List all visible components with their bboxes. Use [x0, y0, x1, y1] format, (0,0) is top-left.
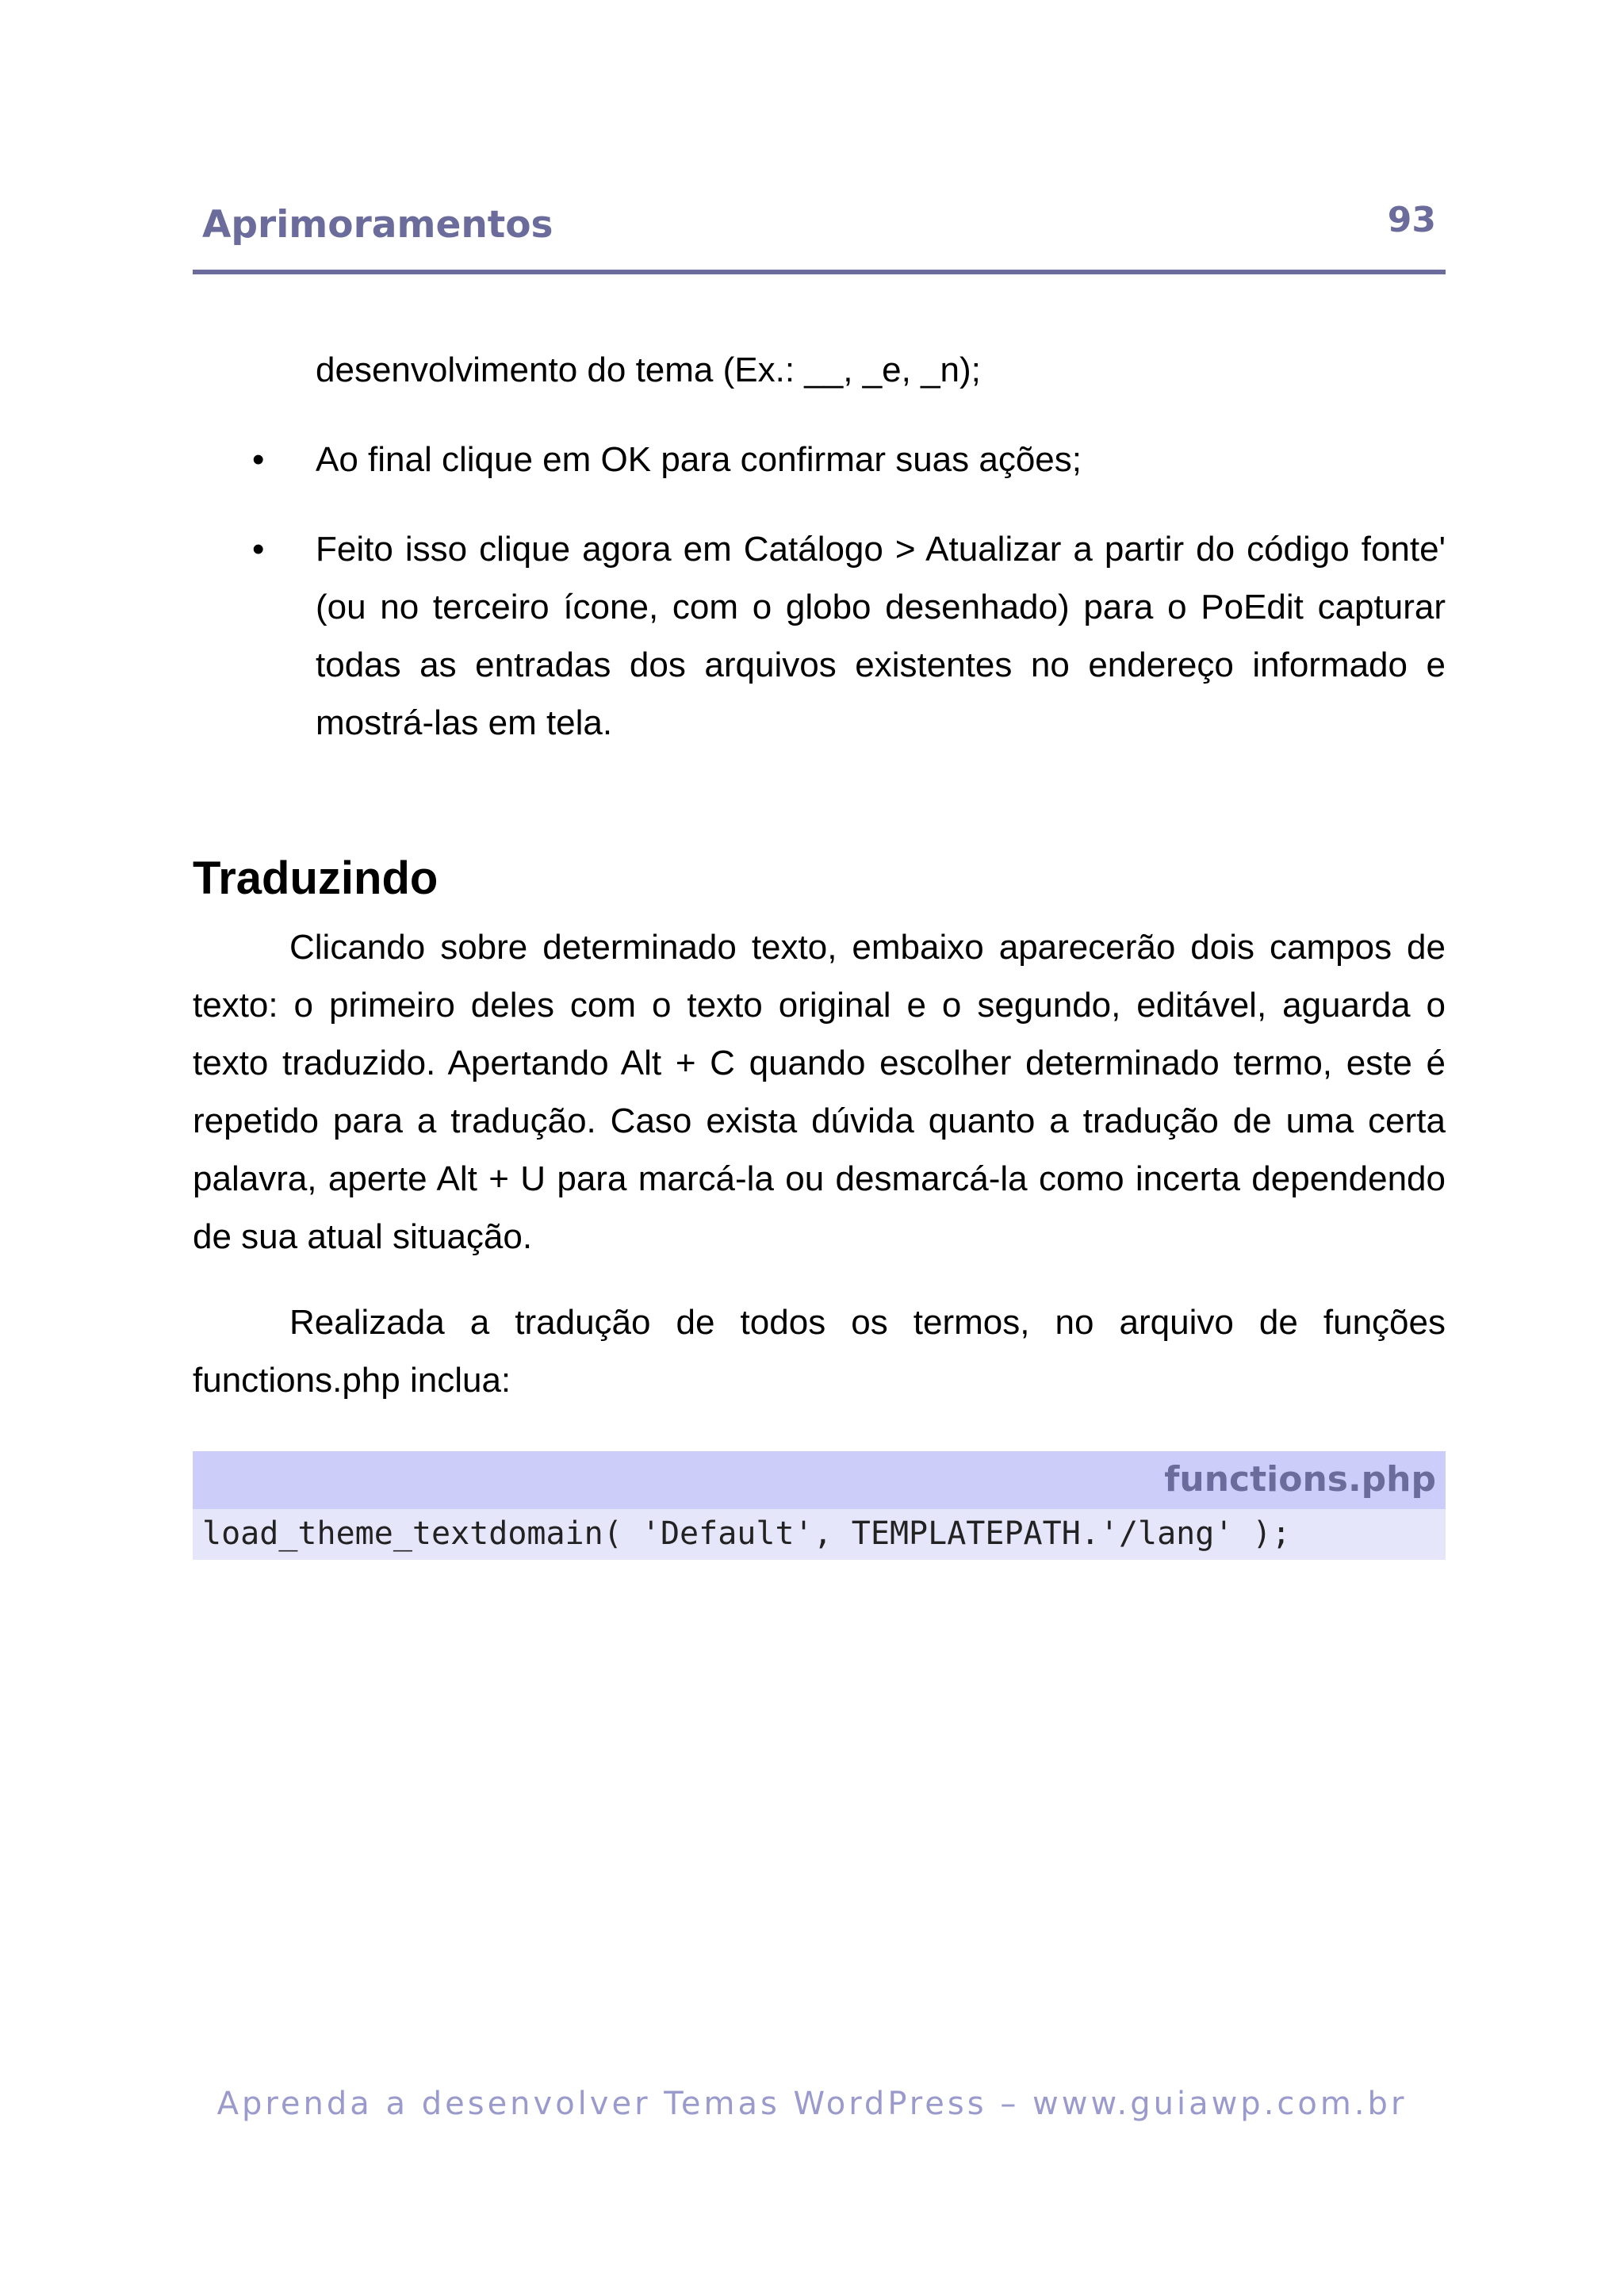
continued-list-text: desenvolvimento do tema (Ex.: __, _e, _n);: [316, 351, 981, 389]
code-block-header: [193, 1451, 1446, 1509]
bullet-list: [193, 431, 1446, 752]
page-header: [193, 198, 1446, 274]
code-filename: functions.php: [1164, 1459, 1436, 1500]
bullet-icon: •: [252, 530, 265, 569]
list-item-text: Ao final clique em OK para confirmar suas ações;: [316, 440, 1082, 479]
list-item: [193, 520, 1446, 752]
list-item-text: Feito isso clique agora em Catálogo > Atualizar a partir do código fonte' (ou no terceiro ícone, com o globo desenhado) para o PoEdit capturar todas as entradas dos arquivos existentes no endereço informado e mostrá-las em tela.: [316, 530, 1446, 742]
code-block: [193, 1451, 1446, 1560]
section-heading: Traduzindo: [193, 852, 439, 904]
chapter-title: Aprimoramentos: [202, 203, 553, 247]
paragraph: Clicando sobre determinado texto, embaixo aparecerão dois campos de texto: o primeiro deles com o texto original e o segundo, editável, aguarda o texto traduzido. Apertando Alt + C quando escolher determinado termo, este é repetido para a tradução. Caso exista dúvida quanto a tradução de uma certa palavra, aperte Alt + U para marcá-la ou desmarcá-la como incerta dependendo de sua atual situação.: [193, 928, 1446, 1256]
page-content: [193, 341, 1446, 1437]
code-line: load_theme_textdomain( 'Default', TEMPLATEPATH.'/lang' );: [202, 1515, 1291, 1552]
bullet-icon: •: [252, 440, 265, 479]
page-number: 93: [1387, 200, 1436, 240]
paragraph: Realizada a tradução de todos os termos, no arquivo de funções functions.php inclua:: [193, 1303, 1446, 1400]
page-footer: Aprenda a desenvolver Temas WordPress – www.guiawp.com.br: [216, 2086, 1408, 2122]
list-item: [193, 431, 1446, 488]
code-block-body: [193, 1509, 1446, 1560]
